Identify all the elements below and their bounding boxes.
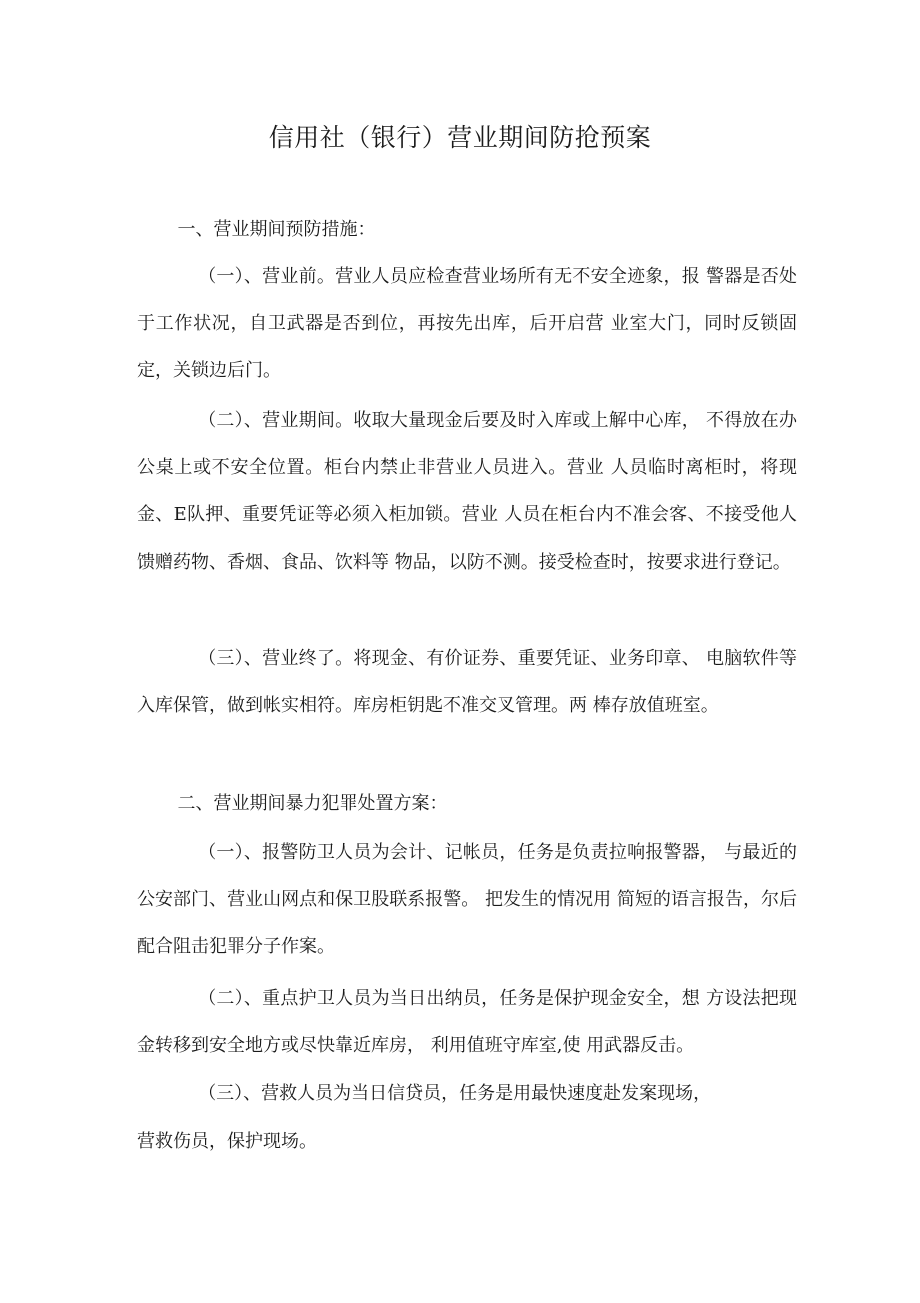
document-title: 信用社（银行）营业期间防抢预案 [268, 123, 652, 152]
section-2-item-1: （一）、报警防卫人员为会计、记帐员，任务是负责拉响报警器， 与最近的公安部门、营业山网点和保卫股联系报警。 把发生的情况用 简短的语言报告，尔后配合阻击犯罪分子作案。 [137, 842, 797, 958]
section-1-item-2: （二）、营业期间。收取大量现金后要及时入库或上解中心库， 不得放在办公桌上或不安全位置。柜台内禁止非营业人员进入。营业 人员临时离柜时，将现金、E队押、重要凭证等必须入柜加锁。营业 人员在柜台内不准会客、不接受他人馈赠药物、香烟、食品、饮料等 物品，以防不测。接受检查时，按要求进行登记。 [137, 410, 797, 573]
section-1-heading: 一、营业期间预防措施： [177, 219, 376, 240]
section-1-item-3: （三）、营业终了。将现金、有价证券、重要凭证、业务印章、 电脑软件等入库保管，做到帐实相符。库房柜钥匙不准交叉管理。两 棒存放值班室。 [137, 648, 797, 717]
section-2-item-3: （三）、营救人员为当日信贷员，任务是用最快速度赴发案现场， [198, 1083, 712, 1104]
section-2-item-3-continuation: 营救伤员，保护现场。 [137, 1131, 317, 1152]
section-1-item-1: （一）、营业前。营业人员应检查营业场所有无不安全迹象，报 警器是否处于工作状况，自卫武器是否到位，再按先出库，后开启营 业室大门，同时反锁固定，关锁边后门。 [137, 266, 797, 382]
section-2-heading: 二、营业期间暴力犯罪处置方案： [177, 793, 448, 814]
section-2-item-2: （二）、重点护卫人员为当日出纳员，任务是保护现金安全，想 方设法把现金转移到安全地方或尽快靠近库房， 利用值班守库室,使 用武器反击。 [137, 988, 797, 1057]
